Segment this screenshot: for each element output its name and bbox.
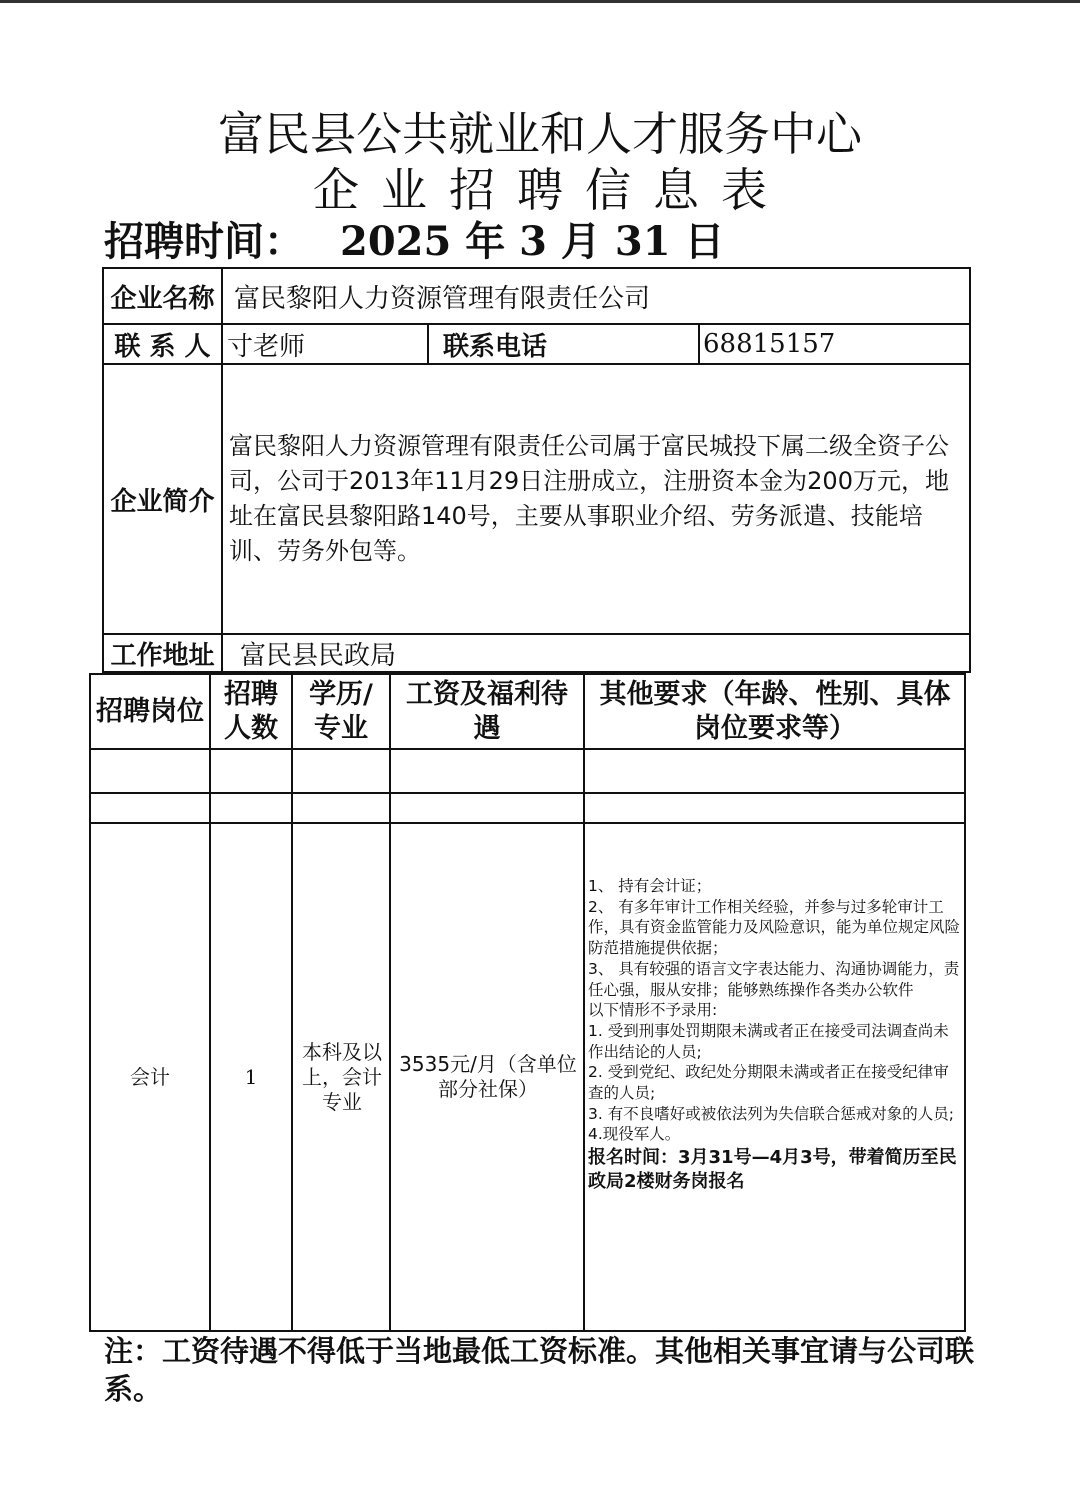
requirement-item: 1、 持有会计证； xyxy=(588,877,712,895)
row-count: 1 xyxy=(244,1064,258,1089)
signup-info: 报名时间：3月31号—4月3号，带着简历至民政局2楼财务岗报名 xyxy=(588,1147,957,1193)
phone-label: 联系电话 xyxy=(443,331,548,362)
header-count: 招聘人数 xyxy=(224,678,278,744)
intro-label: 企业简介 xyxy=(110,486,215,517)
recruit-time xyxy=(104,214,724,270)
row-requirements xyxy=(585,876,964,1194)
recruit-time-label: 招聘时间： xyxy=(104,219,304,265)
address-value: 富民县民政局 xyxy=(240,640,397,671)
address-label: 工作地址 xyxy=(110,640,215,671)
header-salary: 工资及福利待遇 xyxy=(406,678,568,744)
requirement-item: 2、 有多年审计工作相关经验，并参与过多轮审计工作，具有资金监管能力及风险意识，能为单位规定风险防范措施提供依据； xyxy=(588,897,961,958)
row-education: 本科及以上，会计专业 xyxy=(302,1039,382,1114)
requirement-item: 3. 有不良嗜好或被依法列为失信联合惩戒对象的人员; xyxy=(588,1104,954,1123)
contact-label: 联 系 人 xyxy=(114,331,211,362)
page-title: 富民县公共就业和人才服务中心 xyxy=(218,107,862,161)
company-name-value: 富民黎阳人力资源管理有限责任公司 xyxy=(234,283,651,314)
requirement-item: 1. 受到刑事处罚期限未满或者正在接受司法调查尚未作出结论的人员; xyxy=(588,1021,949,1061)
requirement-item: 2. 受到党纪、政纪处分期限未满或者正在接受纪律审查的人员; xyxy=(588,1063,949,1103)
row-position: 会计 xyxy=(130,1064,170,1089)
recruit-time-value: 2025 年 3 月 31 日 xyxy=(340,218,725,265)
header-position: 招聘岗位 xyxy=(96,695,204,727)
company-name-label: 企业名称 xyxy=(110,283,215,314)
requirement-item: 3、 具有较强的语言文字表达能力、沟通协调能力，责任心强，服从安排；能够熟练操作各类办公软件 xyxy=(588,959,960,999)
page-subtitle: 企业招聘信息表 xyxy=(313,163,789,217)
header-education: 学历/专业 xyxy=(309,678,373,744)
footer-note: 注：工资待遇不得低于当地最低工资标准。其他相关事宜请与公司联系。 xyxy=(104,1334,975,1406)
header-requirements: 其他要求（年龄、性别、具体岗位要求等） xyxy=(599,678,951,744)
row-salary: 3535元/月（含单位部分社保） xyxy=(399,1052,577,1101)
contact-value: 寸老师 xyxy=(227,331,306,362)
requirement-item: 以下情形不予录用: xyxy=(588,1001,718,1020)
phone-value: 68815157 xyxy=(703,329,836,359)
top-border-line xyxy=(0,0,1080,3)
requirement-item: 4.现役军人。 xyxy=(588,1125,681,1144)
intro-value: 富民黎阳人力资源管理有限责任公司属于富民城投下属二级全资子公司，公司于2013年11月29日注册成立，注册资本金为200万元，地址在富民县黎阳路140号，主要从事职业介绍、劳务派遣、技能培训、劳务外包等。 xyxy=(229,432,949,565)
